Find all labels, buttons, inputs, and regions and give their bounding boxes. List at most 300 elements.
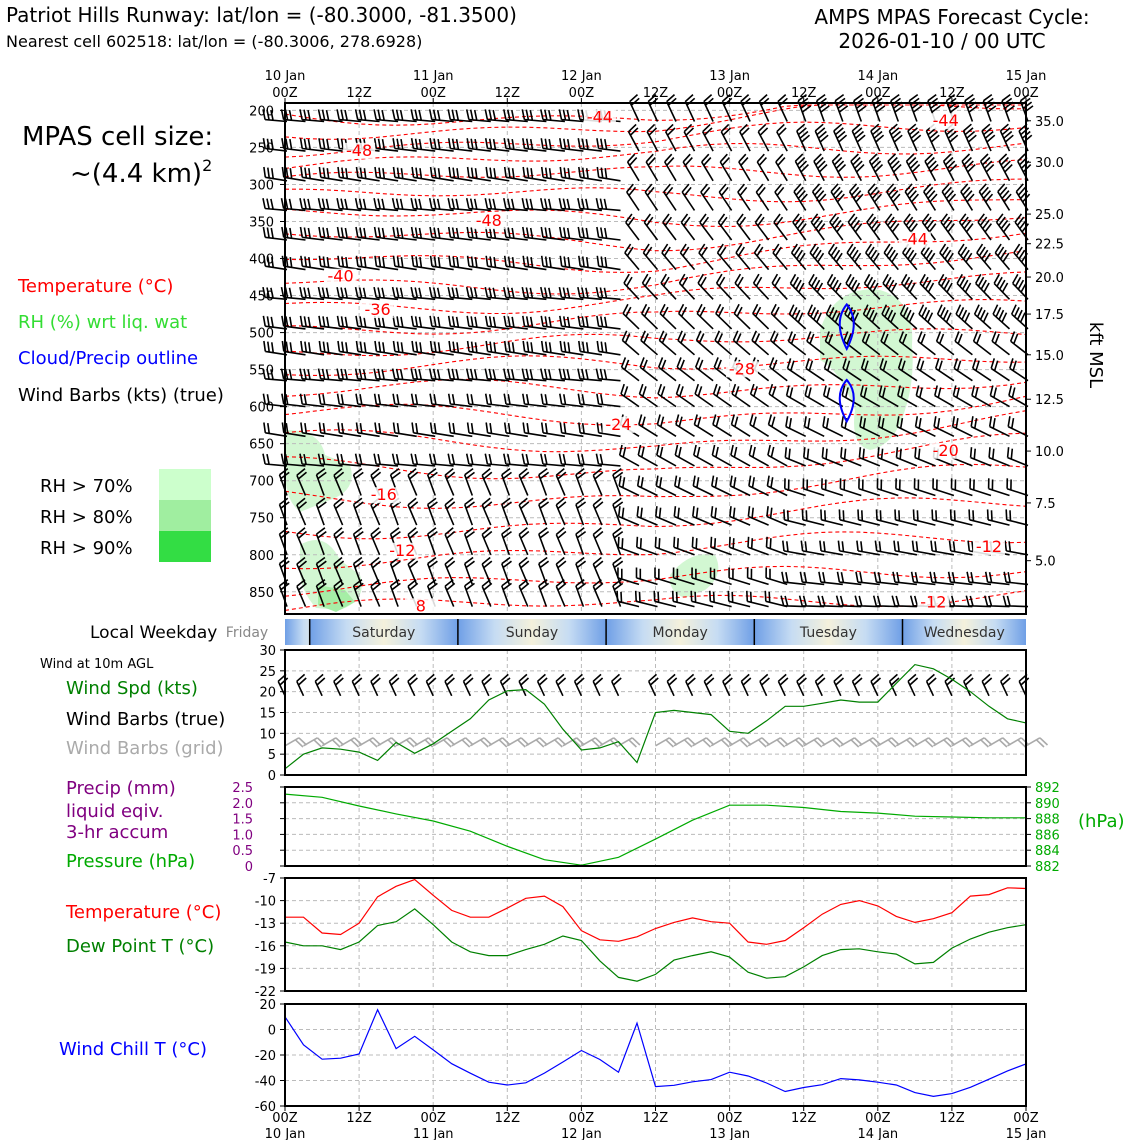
pressure-tick-label: 200 [249,104,274,120]
kft-tick-label: 12.5 [1035,393,1064,409]
wind-barb [576,528,586,555]
wind-barb [971,416,991,436]
wind-barb-true [445,674,454,695]
wind-barb [942,184,955,211]
wind-barb-grid [526,738,548,747]
precip-tick-label: 0 [244,860,253,875]
wind-barb [830,214,843,240]
kft-tick-label: 15.0 [1035,348,1064,364]
wind-barb [656,476,676,496]
wind-barb [657,415,676,437]
wind-barb [755,244,769,270]
wind-barb [482,580,492,607]
wind-barb [354,469,364,496]
chart-subtitle: Nearest cell 602518: lat/lon = (-80.3006, 278.6928) [6,32,423,51]
wind-barb [655,537,676,555]
wind-barb [714,384,732,407]
temperature-label: -44 [586,107,613,127]
pressure-tick-label: 700 [249,474,274,490]
pressure-tick-label: 800 [249,548,274,564]
wind-barb [870,154,883,181]
cycle-title: AMPS MPAS Forecast Cycle: [814,5,1090,29]
wind-barb [674,506,694,525]
dew-point-label: Dew Point T (°C) [66,936,215,957]
panel-frame [285,787,1026,866]
wind-barb-grid [896,738,918,747]
wind-barb [445,528,455,555]
bottom-date-label: 10 Jan [264,1127,306,1140]
wind-barb-grid [415,738,436,747]
y-tick-label: -13 [254,917,276,933]
y-tick-label: -19 [254,962,276,978]
wind-barb-true [482,674,492,695]
wind-barb [953,416,973,436]
wind-barb-grid [878,738,900,747]
wind-barb [885,214,898,240]
temperature-label: -20 [932,440,959,460]
wind-barb-true [871,674,881,695]
wind-barb [962,154,975,181]
y-tick-label: 15 [259,706,276,722]
wind-barb [916,386,935,407]
wind-barb [734,304,750,329]
wind-barb [992,332,1009,355]
pressure-tick-label: 750 [249,511,274,527]
wind-barb [732,415,751,437]
wind-barb [637,506,657,525]
temperature-label: 8 [415,596,426,616]
temperature-label: -12 [975,537,1003,557]
wind-barb-true [667,674,676,695]
wind-barb [775,184,787,210]
wind-barb-true [1019,674,1028,695]
precip-label-2: liquid eqiv. [66,801,164,822]
wind-barb [502,469,512,496]
wind-barb [770,357,787,380]
top-date-label: 14 Jan [857,69,899,84]
wind-barb [334,498,344,525]
wind-barb-grid [859,738,880,747]
wind-barb [597,256,620,270]
wind-barb-true [426,674,436,695]
wind-barb [811,214,824,240]
pressure-tick-label: 250 [249,141,274,157]
wind-barb [887,184,900,211]
wind-barb [539,469,549,496]
wind-barb [769,415,788,437]
weekday-name: Monday [652,625,708,641]
top-time-label: 12Z [346,86,372,101]
wind-barb [787,386,806,407]
wind-barb [638,445,657,466]
pressure-tick-label: 550 [249,363,274,379]
wind-barb [859,447,879,466]
wind-barb [613,498,623,525]
temperature-label: -12 [920,592,947,612]
wind-barb [623,304,639,329]
kft-axis [1026,115,1064,570]
wind-barb [596,454,620,466]
wind-barb [597,227,621,240]
rh90-swatch [159,531,211,562]
wind-barb-true [704,674,714,695]
wind-barb-grid [396,738,418,747]
pressure-tick-label: 300 [249,178,274,194]
wind-barb-grid [693,738,715,747]
wind-barb [465,469,475,496]
legend-rh70: RH > 70% [40,476,133,497]
wind-barb [692,537,713,555]
wind-barb [445,580,455,607]
wind-barb [556,498,566,525]
wind10m-panel [259,644,1047,784]
wind-barb-grid [767,738,789,747]
bottom-time-label: 00Z [716,1111,743,1126]
wind-barb [974,332,991,355]
cycle-date: 2026-01-10 / 00 UTC [838,29,1046,53]
wind-barb [639,415,658,437]
wind-barb [739,154,750,181]
wind-barb [918,332,935,355]
precip-tick-label: 2.0 [232,796,253,812]
wind-barb [619,476,639,496]
wind-barbs-true-label: Wind Barbs (true) [66,709,226,730]
y-tick-label: -20 [254,1049,276,1064]
wind-barb [958,244,972,270]
wind-barb [675,445,694,466]
wind-barb [823,416,843,436]
wind-barb [730,476,750,496]
y-tick-label: 20 [259,685,276,701]
wind-barb [596,287,620,299]
wind-barb [713,415,732,437]
wind-barb-grid [507,738,529,747]
wind-barb-true [315,674,325,695]
bottom-date-label: 15 Jan [1005,1127,1047,1140]
wind-barb [925,154,938,181]
wind-barb [990,386,1009,407]
wind-barb [749,476,769,496]
wind-barb-true [741,674,750,695]
wind-barb [371,528,381,555]
wind-barb [835,95,848,122]
top-date-label: 10 Jan [264,69,306,84]
wind-barb [749,445,768,466]
bottom-time-label: 12Z [642,1111,669,1126]
pressure-tick-label: 888 [1035,812,1060,828]
wind-barb [954,358,972,380]
temperature-label: Temperature (°C) [66,902,222,923]
bottom-date-label: 14 Jan [857,1127,899,1140]
legend-rh80: RH > 80% [40,507,133,528]
wind-barb [576,469,586,496]
wind-barb [694,445,713,466]
temperature-label: -48 [475,211,502,231]
profile-wind-barbs [263,95,1033,607]
wind-barb [657,445,676,466]
legend-temperature: Temperature (°C) [18,276,174,297]
wind-barb [408,498,418,525]
wind-barb [659,357,676,380]
wind-barb [771,304,787,329]
wind-barb [712,476,732,496]
bottom-time-label: 12Z [790,1111,817,1126]
bottom-date-label: 12 Jan [561,1127,602,1140]
wind-barb [519,469,529,496]
wind-barb [813,184,826,211]
wind-barbs-grid-label: Wind Barbs (grid) [66,738,224,759]
wind-barb-grid [952,738,974,747]
kft-tick-label: 25.0 [1035,208,1064,224]
wind-barb [776,154,787,181]
pressure-tick-label: 850 [249,585,274,601]
cell-size-label: MPAS cell size: [22,122,214,152]
wind-barb [934,416,954,436]
wind-barb-grid [1026,738,1048,747]
wind-barb [502,498,512,525]
wind-barb [482,469,492,496]
wind-barb [693,506,713,525]
chart-title: Patriot Hills Runway: lat/lon = (-80.3000, -81.3500) [6,3,517,27]
wind-barb [697,331,714,355]
wind-barb-grid [581,738,603,747]
wind-barb [539,498,549,525]
wind-barb [731,445,750,466]
wind10m-title: Wind at 10m AGL [40,657,154,672]
wind-barb [737,214,750,240]
wind-barb [681,214,694,240]
legend-rh: RH (%) wrt liq. wat [18,312,188,333]
wind-barb [640,384,658,407]
wind-barb-grid [359,738,381,747]
wind-barb [817,95,830,122]
wind-barb-grid [341,738,362,747]
wind-barb [593,498,603,525]
wind-barb [979,184,992,211]
kft-tick-label: 7.5 [1035,496,1056,512]
y-tick-label: -40 [254,1074,276,1090]
wind-barb [848,214,861,240]
wind-barb [519,498,529,525]
kft-tick-label: 20.0 [1035,271,1064,287]
bottom-date-label: 11 Jan [412,1127,454,1140]
wind-barb [428,469,438,496]
wind-barb-grid [841,738,862,747]
legend-cloud: Cloud/Precip outline [18,348,199,369]
wind-barb [972,386,991,407]
bottom-time-label: 12Z [346,1111,372,1126]
top-date-label: 12 Jan [561,69,602,84]
wind-barb-true [408,674,418,695]
wind-barb [502,580,512,607]
wind-barb [685,95,694,122]
top-time-label: 00Z [568,86,595,101]
wind-barb [748,537,769,555]
wind-barb-true [760,674,770,695]
wind-barb-grid [656,738,678,747]
temperature-label: -16 [370,485,397,505]
wind-barb-grid [304,738,326,747]
wind-barb-grid [748,738,770,747]
wind-barb [465,528,475,555]
wind-barb-true [556,674,566,695]
wind-barb-true [593,674,602,695]
wind-barb [597,394,621,407]
wind-barb-grid [915,738,936,747]
wind-barb [788,332,805,355]
profile-panel [249,95,1106,616]
wind-barb-true [778,674,788,695]
pressure-label: Pressure (hPa) [66,851,196,872]
wind-barb [637,537,658,555]
wind-barb [428,528,438,555]
wind-barb-true [519,674,528,695]
kft-tick-label: 10.0 [1035,445,1064,461]
wind-barb [981,154,994,181]
wind-barb-true [816,674,825,695]
top-date-label: 11 Jan [412,69,454,84]
weekday-label: Local Weekday [90,623,218,643]
wind-barb [354,528,364,555]
wind-barb [730,537,751,555]
kft-tick-label: 22.5 [1035,237,1064,253]
windchill-panel [255,998,1026,1115]
wind-barb [955,332,972,355]
wind-barb [989,447,1009,466]
wind-barb [937,332,954,355]
wind-barb [638,476,658,496]
wind-barb [960,214,973,240]
bottom-time-label: 00Z [865,1111,891,1126]
wind-barb-grid [711,738,732,747]
y-tick-label: -7 [263,872,276,887]
wind-barb [445,498,455,525]
rh70-swatch [159,469,211,500]
y-tick-label: 20 [259,998,276,1013]
pressure-tick-label: 500 [249,326,274,342]
wind-barb-true [797,674,807,695]
precip-tick-label: 1.0 [232,828,253,844]
wind-barb [678,331,695,355]
y-tick-label: -60 [254,1100,276,1115]
pressure-unit-label: (hPa) [1078,811,1125,832]
legend-rh90: RH > 90% [40,538,133,559]
wind-barb [1016,184,1029,211]
kft-tick-label: 17.5 [1035,308,1064,324]
temperature-label: -44 [932,111,959,131]
wind-barb [804,447,824,466]
wind-barb-grid [933,738,954,747]
wind-barb [995,244,1009,270]
wind-barb [732,384,750,407]
wind-barb [613,469,623,496]
precip-label-3: 3-hr accum [66,822,169,843]
wind-barb-grid [489,738,510,747]
wind-barb [597,316,621,329]
wind-barb [888,154,901,181]
wind-barb [730,506,750,525]
wind-barb-true [908,674,918,695]
y-tick-label: -22 [254,985,276,1000]
precip-label-1: Precip (mm) [66,778,176,799]
rh80-swatch [159,500,211,531]
wind-barb [619,506,639,525]
bottom-time-label: 00Z [1013,1111,1039,1126]
top-time-label: 12Z [642,86,669,101]
legend-wind-barbs: Wind Barbs (kts) (true) [18,385,224,406]
top-time-label: 12Z [494,86,521,101]
wind-barb-grid [322,738,343,747]
wind-barb [897,447,917,466]
temperature-label: -44 [901,229,928,249]
weekday-name: Sunday [505,625,559,641]
wind-barb [663,214,676,240]
wind-barb [660,304,676,329]
wind-barb [613,528,623,555]
wind-barb [482,498,492,525]
top-time-label: 00Z [420,86,446,101]
wind-barb [408,469,418,496]
wind-barb [961,184,974,211]
y-tick-label: 5 [267,748,276,764]
y-tick-label: 10 [259,727,276,743]
wind-barb-grid [970,738,992,747]
wind-barb-true [371,674,380,695]
wind-barb [680,244,694,270]
wind-barb [998,184,1011,211]
wind-barb [956,305,972,329]
wind-barb [576,498,586,525]
wind-barb-grid [285,738,307,747]
top-time-label: 12Z [939,86,965,101]
wind-barb-true [723,674,733,695]
wind-barb [999,154,1012,181]
wind-barb-true [278,674,288,695]
wind-barb [924,184,937,211]
wind-barb [662,244,676,270]
wind-barb [665,154,676,181]
wind-barb [919,305,935,329]
pressure-tick-label: 600 [249,400,274,416]
pressure-tick-label: 886 [1035,828,1060,844]
wind-barb-true [853,674,863,695]
wind-barb [618,537,639,555]
weekday-name: Friday [225,625,269,641]
wind-barb-true [352,674,362,695]
kft-tick-label: 30.0 [1035,156,1064,172]
wind-barb-grid [804,738,826,747]
wind-barb [748,506,768,525]
top-time-axis [265,69,1047,103]
wind-barb [993,305,1009,329]
wind-barb [704,95,714,122]
bottom-time-label: 00Z [272,1111,298,1126]
wind-barb [805,416,825,436]
wind-barb-true [982,674,992,695]
wind-barb [297,580,307,607]
wind-barb [785,447,805,466]
pressure-panel [232,781,1060,875]
wind-barb-grid [822,738,844,747]
bottom-date-label: 13 Jan [709,1127,750,1140]
wind-speed-label: Wind Spd (kts) [66,678,198,699]
wind-barb-true [649,674,659,695]
wind-barb [771,331,788,355]
wind-barb [752,331,769,355]
wind-barb [753,304,769,329]
wind-barb [622,357,639,380]
y-tick-label: 25 [259,664,276,680]
